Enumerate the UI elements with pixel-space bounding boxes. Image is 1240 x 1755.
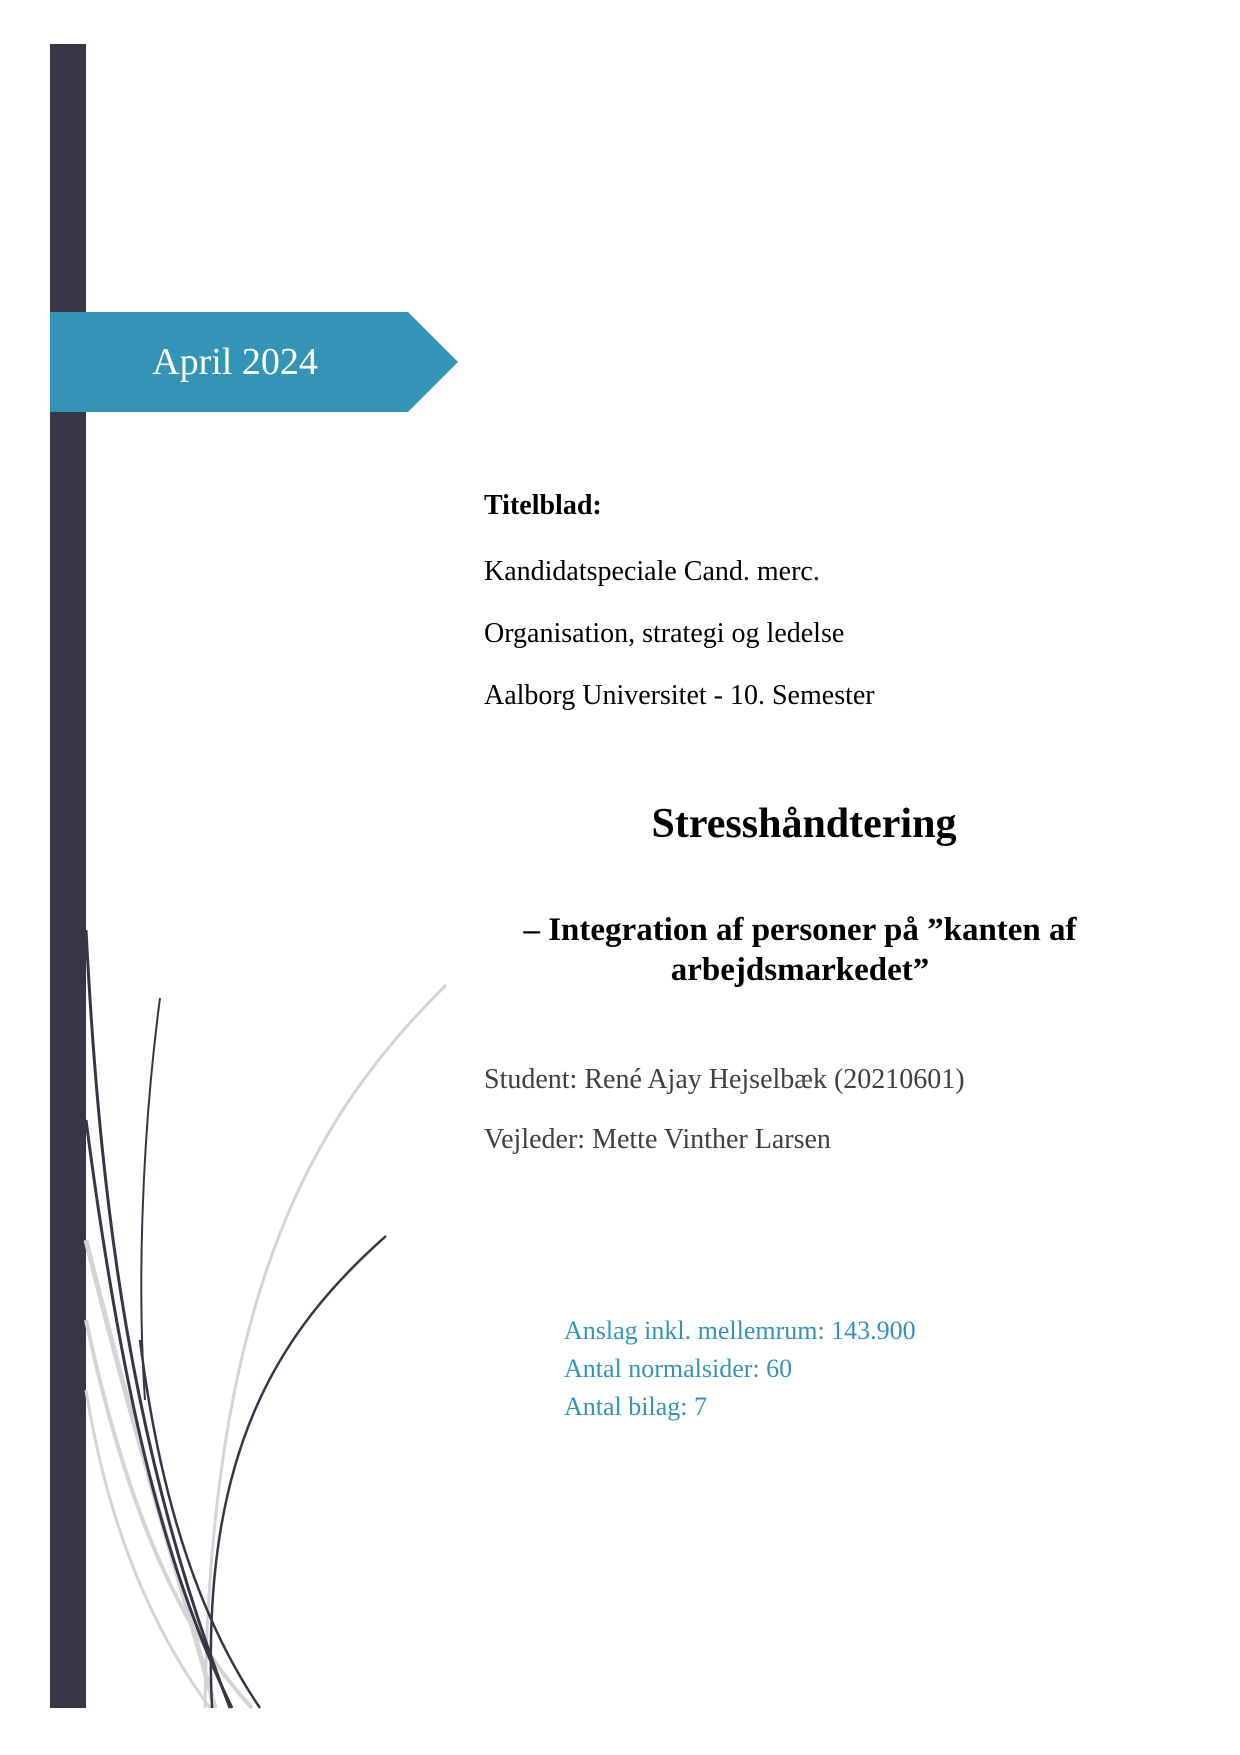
- student-line: Student: René Ajay Hejselbæk (20210601): [484, 1064, 965, 1095]
- subtitle-line-1: – Integration af personer på ”kanten af: [523, 912, 1077, 948]
- date-label: April 2024: [152, 341, 318, 383]
- titelblad-heading: Titelblad:: [484, 490, 602, 521]
- subtitle-line-2: arbejdsmarkedet”: [670, 952, 930, 988]
- university-line: Aalborg Universitet - 10. Semester: [484, 680, 875, 711]
- thesis-subtitle: [470, 910, 1130, 990]
- character-count: Anslag inkl. mellemrum: 143.900: [564, 1316, 916, 1345]
- thesis-title: Stresshåndtering: [651, 801, 957, 847]
- supervisor-line: Vejleder: Mette Vinther Larsen: [484, 1124, 831, 1155]
- date-banner: [50, 312, 458, 412]
- programme-line: Organisation, strategi og ledelse: [484, 618, 845, 649]
- page-count: Antal normalsider: 60: [564, 1354, 793, 1383]
- appendix-count: Antal bilag: 7: [564, 1392, 707, 1421]
- stats-block: [564, 1312, 916, 1426]
- degree-line: Kandidatspeciale Cand. merc.: [484, 556, 820, 587]
